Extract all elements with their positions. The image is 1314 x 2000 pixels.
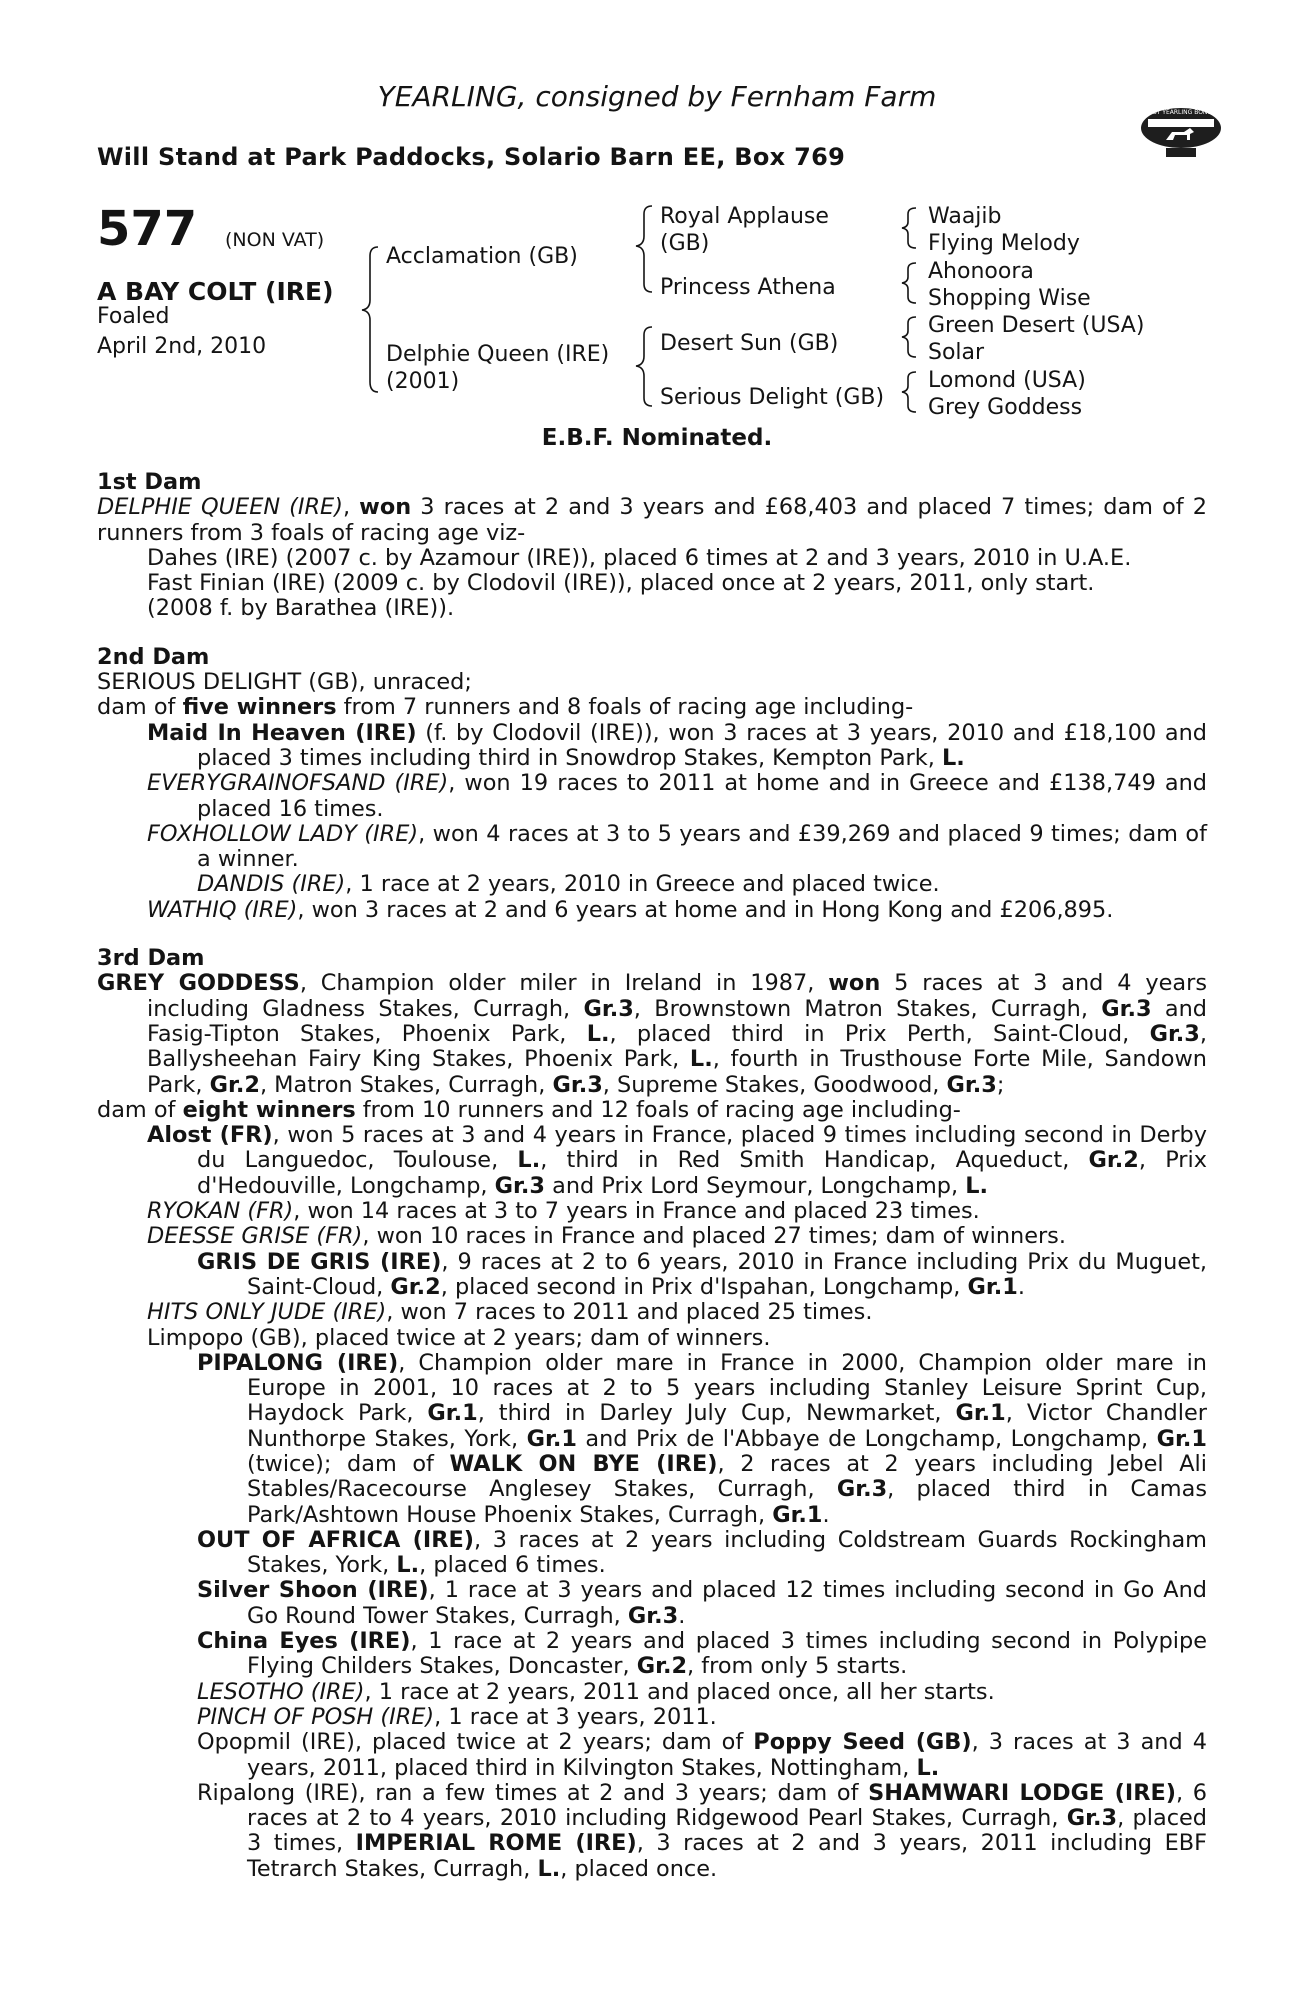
entry-text: , 1 race at 2 years, 2011 and placed once, all her starts. [364,1678,995,1705]
pedigree-g3-3: Ahonoora [928,259,1034,284]
produce-entry [97,1705,1207,1730]
entry-text: L. [916,1754,940,1781]
pedigree-sire: Acclamation (GB) [386,244,578,269]
entry-text: Gr.3 [552,1071,603,1098]
entry-text: WATHIQ (IRE) [147,896,298,923]
entry-text: , 1 race at 2 years, 2010 in Greece and placed twice. [345,871,940,898]
entry-text: , third in Darley July Cup, Newmarket, [477,1400,956,1427]
entry-text: Opopmil (IRE), placed twice at 2 years; dam of [197,1729,754,1756]
produce-record [97,470,1207,1882]
stand-location: Will Stand at Park Paddocks, Solario Barn EE, Box 769 [97,143,846,171]
produce-entry [97,1224,1207,1249]
entry-text: and Fasig-Tipton Stakes, Phoenix Park, [147,995,1207,1047]
entry-text: , placed third in Camas Park/Ashtown House Phoenix Stakes, Curragh, [247,1476,1207,1528]
entry-text: L. [689,1046,713,1073]
entry-text: Gr.2 [636,1653,688,1680]
dam-section [97,470,1207,622]
produce-entry [97,546,1207,571]
entry-text: Gr.3 [1066,1805,1118,1832]
entry-text: Gr.3 [583,995,634,1022]
produce-entry [97,1351,1207,1528]
pedigree-g3-8: Grey Goddess [928,395,1083,420]
entry-text: Dahes (IRE) (2007 c. by Azamour (IRE)), placed 6 times at 2 and 3 years, 2010 in U.A.E. [147,544,1132,571]
entry-text: won [359,494,412,521]
vat-status: (NON VAT) [225,229,325,251]
pedigree-g3-6: Solar [928,340,985,365]
entry-text: , fourth in Trusthouse Forte Mile, Sandown Park, [147,1046,1207,1098]
entry-text: , 9 races at 2 to 6 years, 2010 in France including Prix du Muguet, Saint-Cloud, [247,1248,1207,1300]
entry-text: (twice); dam of [247,1450,450,1477]
entry-text: dam of [97,1096,183,1123]
entry-text: Gr.1 [427,1400,478,1427]
entry-text: , won 7 races to 2011 and placed 25 times. [386,1299,873,1326]
entry-text: dam of [97,694,183,721]
entry-text: , third in Red Smith Handicap, Aqueduct, [540,1147,1089,1174]
entry-text: , won 14 races at 3 to 7 years in France and placed 23 times. [293,1198,980,1225]
section-heading: 3rd Dam [97,945,205,972]
entry-text: , 3 races at 3 and 4 years, 2011, placed third in Kilvington Stakes, Nottingham, [247,1729,1207,1781]
entry-text: Alost (FR) [147,1122,273,1149]
dam-section [97,645,1207,923]
produce-entry [97,1250,1207,1301]
entry-text: . [822,1501,830,1528]
entry-text: Gr.1 [526,1425,577,1452]
entry-text: Gr.3 [1101,995,1152,1022]
entry-text: , Victor Chandler Nunthorpe Stakes, York, [247,1400,1207,1452]
entry-text: . [678,1602,686,1629]
produce-entry [97,1123,1207,1199]
entry-text: DANDIS (IRE) [197,871,346,898]
entry-text: (f. by Clodovil (IRE)), won 3 races at 3 years, 2010 and £18,100 and placed 3 times including third in Snowdrop Stakes, Kempton Park, [197,719,1207,771]
entry-text: Gr.2 [209,1071,260,1098]
entry-text: , 1 race at 2 years and placed 3 times including second in Polypipe Flying Childers Stakes, Doncaster, [247,1628,1207,1680]
produce-entry [97,1629,1207,1680]
entry-text: Silver Shoon (IRE) [197,1577,429,1604]
entry-text: ; [996,1071,1005,1098]
ebf-nomination: E.B.F. Nominated. [541,425,773,451]
horse-description: A BAY COLT (IRE) [97,277,334,306]
produce-entry [97,1578,1207,1629]
pedigree-dam: Delphie Queen (IRE) (2001) [386,342,610,394]
entry-text: , 2 races at 2 years including Jebel Ali Stables/Racecourse Anglesey Stakes, Curragh, [247,1450,1208,1503]
entry-text: Gr.3 [1149,1020,1200,1047]
produce-entry [97,1326,1207,1351]
badge-caption: RACING POST YEARLING BONUS £10,000 [1119,109,1243,116]
produce-entry [97,1680,1207,1705]
entry-text: Gr.1 [772,1501,823,1528]
entry-text: , placed 6 times. [419,1552,606,1579]
produce-entry [97,898,1207,923]
entry-text: , 3 races at 2 and 3 years, 2011 including EBF Tetrarch Stakes, Curragh, [247,1830,1207,1882]
entry-text: Gr.2 [390,1273,441,1300]
entry-text: five winners [182,694,337,721]
produce-entry [97,872,1207,897]
pedigree-g3-7: Lomond (USA) [928,368,1086,393]
entry-text: , from only 5 starts. [687,1653,908,1680]
entry-text: DEESSE GRISE (FR) [147,1223,363,1250]
entry-text: PINCH OF POSH (IRE) [197,1703,435,1730]
entry-text: , Champion older mare in France in 2000, Champion older mare in Europe in 2001, 10 races at 2 to 5 years including Stanley Leisure Sprint Cup, Haydock Park, [247,1349,1207,1427]
entry-text: , placed second in Prix d'Ispahan, Longchamp, [440,1273,968,1300]
entry-text: , won 3 races at 2 and 6 years at home and in Hong Kong and £206,895. [297,896,1114,923]
entry-text: from 10 runners and 12 foals of racing age including- [355,1096,961,1123]
pedigree-g3-1: Waajib [928,204,1002,229]
produce-entry [97,1730,1207,1781]
produce-entry [97,721,1207,772]
entry-text: L. [941,744,965,771]
entry-text: LESOTHO (IRE) [197,1678,365,1705]
produce-entry [97,971,1207,1097]
entry-text: from 7 runners and 8 foals of racing age including- [336,694,914,721]
entry-text: GREY GODDESS [97,970,300,997]
entry-text: IMPERIAL ROME (IRE) [355,1830,637,1857]
entry-text: Limpopo (GB), placed twice at 2 years; dam of winners. [147,1324,771,1351]
produce-entry [97,695,1207,720]
entry-text: GRIS DE GRIS (IRE) [197,1248,442,1275]
entry-text: , Matron Stakes, Curragh, [259,1071,553,1098]
entry-text: , Prix d'Hedouville, Longchamp, [197,1147,1207,1199]
entry-text: Poppy Seed (GB) [753,1729,972,1756]
entry-text: and Prix de l'Abbaye de Longchamp, Longchamp, [576,1425,1157,1452]
pedigree-dam-dam: Serious Delight (GB) [660,385,885,410]
produce-entry [97,495,1207,546]
pedigree-g3-2: Flying Melody [928,231,1080,256]
entry-text: , Champion older miler in Ireland in 1987, [299,970,829,997]
entry-text: RYOKAN (FR) [147,1198,294,1225]
produce-entry [97,1199,1207,1224]
entry-text: Gr.1 [967,1273,1018,1300]
entry-text: , 3 races at 2 years including Coldstream Guards Rockingham Stakes, York, [247,1526,1207,1579]
entry-text: PIPALONG (IRE) [197,1349,399,1376]
entry-text: , 6 races at 2 to 4 years, 2010 including Ridgewood Pearl Stakes, Curragh, [247,1779,1208,1832]
pedigree-g3-4: Shopping Wise [928,286,1091,311]
entry-text: OUT OF AFRICA (IRE) [197,1526,474,1553]
produce-entry [97,670,1207,695]
entry-text: Gr.3 [946,1071,997,1098]
entry-text: SERIOUS DELIGHT (GB), unraced; [97,669,472,696]
entry-text: Gr.1 [1156,1425,1207,1452]
entry-text: eight winners [182,1096,356,1123]
entry-text: , Brownstown Matron Stakes, Curragh, [633,995,1102,1022]
produce-entry [97,1098,1207,1123]
entry-text: Ripalong (IRE), ran a few times at 2 and 3 years; dam of [197,1779,869,1806]
produce-entry [97,1300,1207,1325]
entry-text: L. [517,1147,541,1174]
section-heading: 1st Dam [97,469,202,495]
entry-text: , 1 race at 3 years and placed 12 times including second in Go And Go Round Tower Stakes, Curragh, [247,1577,1207,1629]
entry-text: DELPHIE QUEEN (IRE) [97,494,343,521]
entry-text: and Prix Lord Seymour, Longchamp, [544,1172,966,1199]
lot-number: 577 [97,201,198,257]
entry-text: , placed third in Prix Perth, Saint-Cloud, [609,1020,1150,1047]
entry-text: , Supreme Stakes, Goodwood, [602,1071,947,1098]
entry-text: , placed 3 times, [247,1805,1207,1857]
entry-text: Gr.3 [627,1602,679,1629]
produce-entry [97,771,1207,822]
entry-text: , won 10 races in France and placed 27 times; dam of winners. [362,1223,1066,1250]
entry-text: L. [537,1855,561,1882]
entry-text: , won 19 races to 2011 at home and in Greece and £138,749 and placed 16 times. [197,770,1207,822]
entry-text: FOXHOLLOW LADY (IRE) [147,820,419,847]
entry-text: 5 races at 3 and 4 years including Gladness Stakes, Curragh, [147,970,1207,1022]
entry-text: (2008 f. by Barathea (IRE)). [147,595,455,622]
produce-entry [97,1528,1207,1579]
pedigree-sire-sire: Royal Applause (GB) [660,204,829,256]
entry-text: WALK ON BYE (IRE) [449,1450,718,1477]
entry-text: SHAMWARI LODGE (IRE) [868,1779,1176,1806]
entry-text: Gr.1 [955,1400,1006,1427]
entry-text: Fast Finian (IRE) (2009 c. by Clodovil (IRE)), placed once at 2 years, 2011, only start. [147,570,1095,597]
entry-text: , Ballysheehan Fairy King Stakes, Phoenix Park, [147,1020,1207,1073]
entry-text: L. [965,1172,988,1199]
entry-text: Gr.3 [836,1476,888,1503]
entry-text: L. [396,1552,420,1579]
entry-text: HITS ONLY JUDE (IRE) [147,1299,387,1326]
pedigree-dam-sire: Desert Sun (GB) [660,331,839,356]
entry-text: Gr.3 [494,1172,545,1199]
produce-entry [97,1781,1207,1882]
entry-text: EVERYGRAINOFSAND (IRE) [147,770,449,797]
entry-text: L. [586,1020,610,1047]
entry-text: Gr.2 [1088,1147,1139,1174]
produce-entry [97,571,1207,596]
entry-text: won [828,970,881,997]
produce-entry [97,596,1207,621]
entry-text: , placed once. [560,1855,718,1882]
catalogue-header: YEARLING, consigned by Fernham Farm [377,80,937,113]
foaling-date: Foaled April 2nd, 2010 [97,304,267,359]
dam-section [97,946,1207,1882]
entry-text: , 1 race at 3 years, 2011. [434,1703,717,1730]
pedigree-g3-5: Green Desert (USA) [928,313,1145,338]
entry-text: China Eyes (IRE) [197,1628,411,1655]
entry-text: , won 5 races at 3 and 4 years in France, placed 9 times including second in Derby du Languedoc, Toulouse, [197,1122,1208,1174]
entry-text: . [1017,1273,1025,1300]
pedigree-sire-dam: Princess Athena [660,275,836,300]
produce-entry [97,822,1207,873]
entry-text: 3 races at 2 and 3 years and £68,403 and placed 7 times; dam of 2 runners from 3 foals of racing age viz- [97,494,1207,546]
entry-text: , won 4 races at 3 to 5 years and £39,269 and placed 9 times; dam of a winner. [197,820,1207,873]
section-heading: 2nd Dam [97,643,210,670]
entry-text: Maid In Heaven (IRE) [147,719,417,746]
entry-text: , [342,494,360,521]
bonus-badge-icon [1119,100,1243,160]
